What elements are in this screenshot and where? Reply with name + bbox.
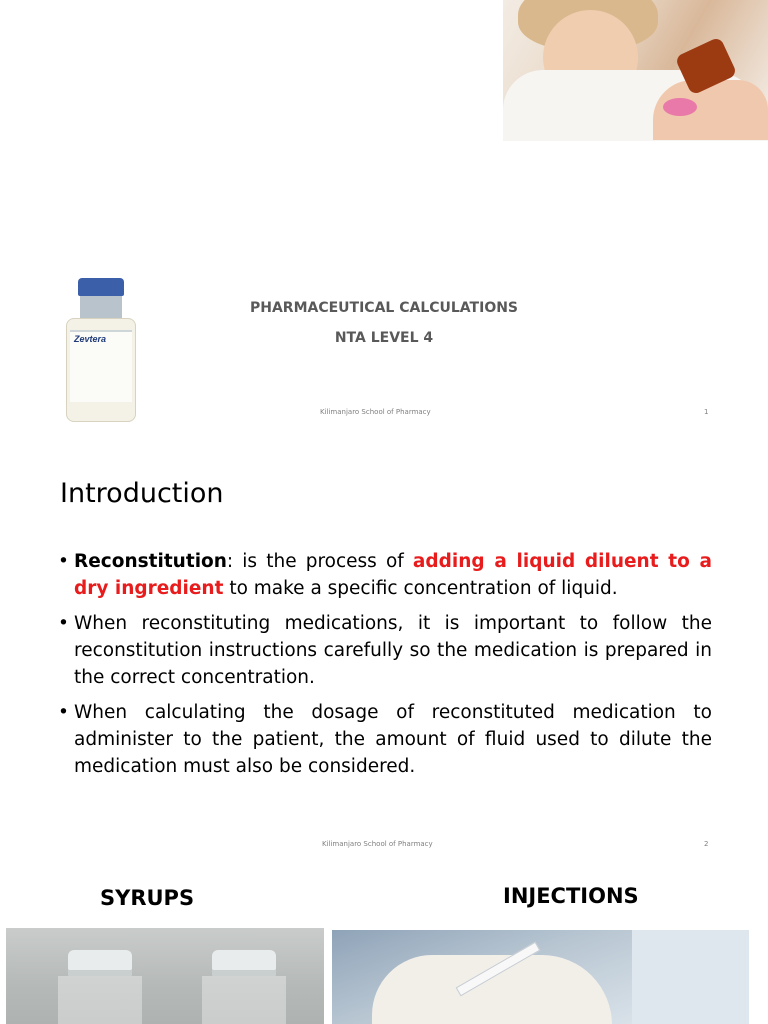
- injection-syringe-photo: [332, 930, 749, 1024]
- term-reconstitution: Reconstitution: [74, 551, 227, 572]
- bullet-list: [58, 548, 712, 788]
- injections-label: INJECTIONS: [503, 884, 639, 908]
- slide1-subtitle: NTA LEVEL 4: [334, 330, 434, 346]
- syrups-label: SYRUPS: [100, 886, 195, 910]
- bullet-calculating: • When calculating the dosage of reconstituted medication to administer to the patient, the amount of fluid used to dilute the medication must also be considered.: [58, 699, 712, 780]
- slide1-page-number: 1: [704, 408, 709, 416]
- child-medicine-photo: [503, 0, 768, 141]
- slide2-footer: Kilimanjaro School of Pharmacy: [322, 840, 433, 848]
- slide2-page-number: 2: [704, 840, 709, 848]
- highlight-text: adding a liquid diluent to a dry ingredient: [74, 551, 712, 599]
- slide1-footer: Kilimanjaro School of Pharmacy: [320, 408, 431, 416]
- slide2-heading: Introduction: [60, 478, 224, 509]
- bullet1-text-b: to make a specific concentration of liquid.: [223, 578, 618, 599]
- syrup-bottles-photo: [6, 928, 324, 1024]
- vial-brand-text: Zevtera: [74, 334, 107, 344]
- bullet-reconstituting: • When reconstituting medications, it is important to follow the reconstitution instructions carefully so the medication is prepared in the correct concentration.: [58, 610, 712, 691]
- bullet1-text-a: : is the process of: [226, 551, 413, 572]
- slide1-title: PHARMACEUTICAL CALCULATIONS: [249, 300, 519, 316]
- bullet-reconstitution: [58, 548, 712, 602]
